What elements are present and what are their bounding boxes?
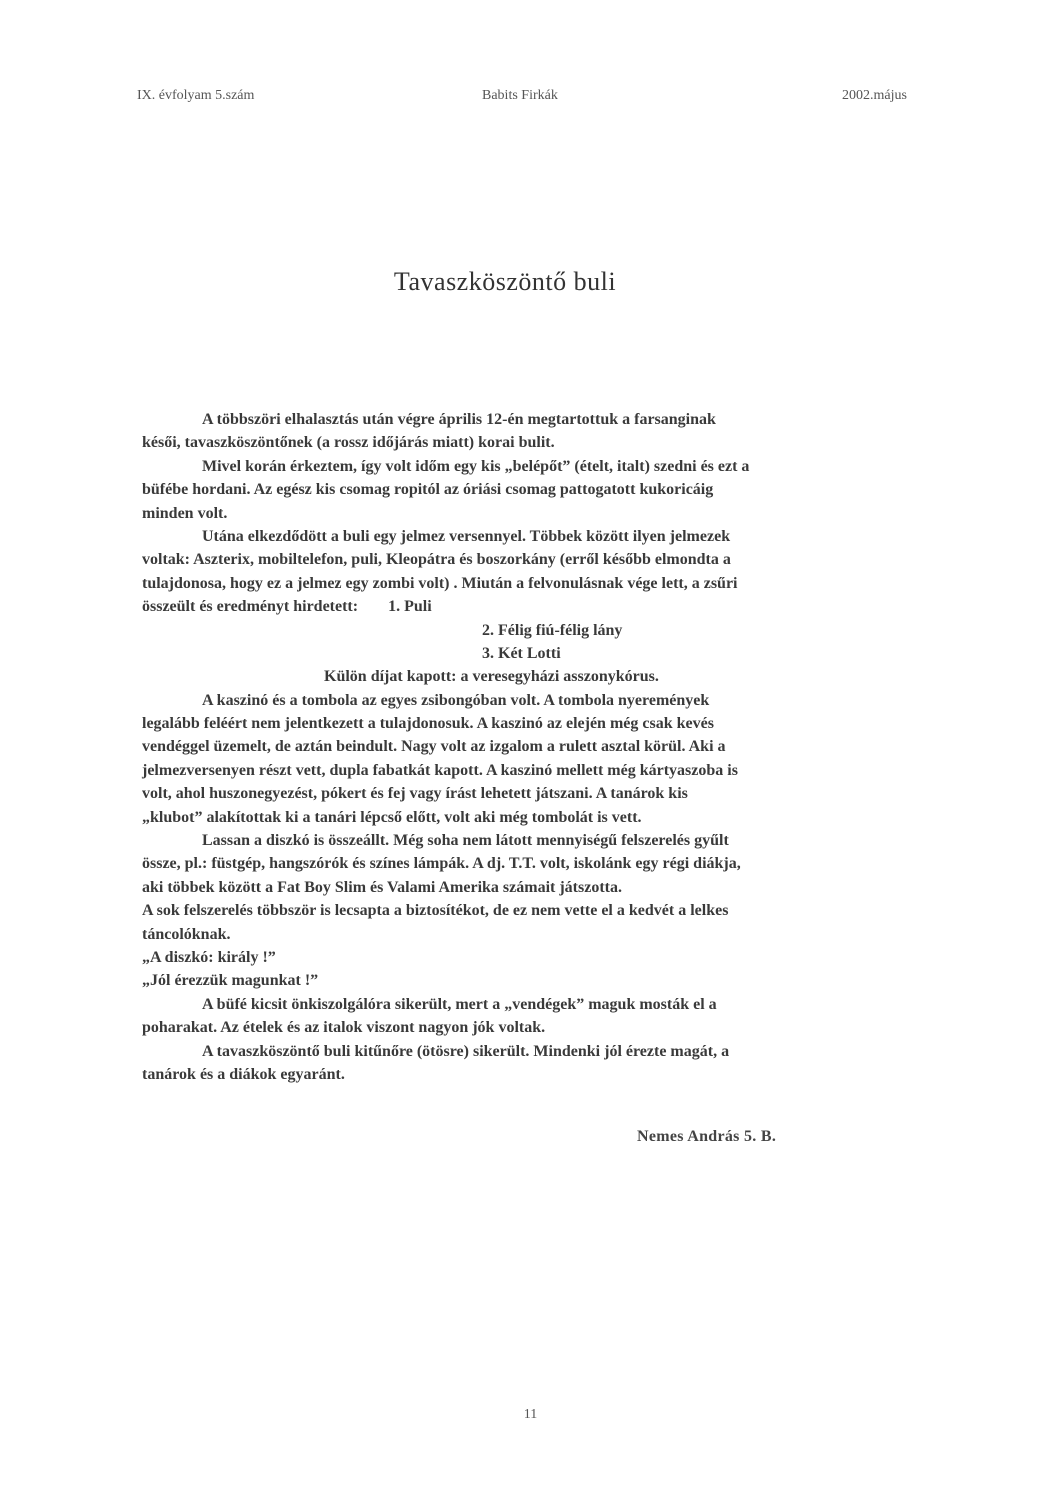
article-title: Tavaszköszöntő buli bbox=[393, 267, 617, 296]
paragraph-line: jelmezversenyen részt vett, dupla fabatkát kapott. A kaszinó mellett még kártyaszoba is bbox=[142, 761, 738, 779]
paragraph-line: legalább feléért nem jelentkezett a tulajdonosuk. A kaszinó az elején még csak kevés bbox=[142, 715, 714, 733]
paragraph-line: Lassan a diszkó is összeállt. Még soha nem látott mennyiségű felszerelés gyűlt bbox=[202, 832, 729, 850]
paragraph-line: poharakat. Az ételek és az italok viszont nagyon jók voltak. bbox=[142, 1019, 546, 1037]
paragraph-line: aki többek között a Fat Boy Slim és Valami Amerika számait játszotta. bbox=[142, 878, 622, 896]
paragraph-line: A többszöri elhalasztás után végre április 12-én megtartottuk a farsanginak bbox=[202, 411, 716, 428]
paragraph-line: késői, tavaszköszöntőnek (a rossz időjárás miatt) korai bulit. bbox=[142, 434, 555, 452]
issue-date: 2002.május bbox=[842, 88, 907, 103]
paragraph-line: vendéggel üzemelt, de aztán beindult. Nagy volt az izgalom a rulett asztal körül. Aki a bbox=[142, 738, 726, 756]
results-label: összeült és eredményt hirdetett: bbox=[142, 598, 359, 616]
result-item: 1. Puli bbox=[388, 598, 432, 616]
quote-line: „Jól érezzük magunkat !” bbox=[142, 972, 319, 990]
paragraph-line: A büfé kicsit önkiszolgálóra sikerült, mert a „vendégek” maguk mosták el a bbox=[202, 995, 717, 1013]
publication-name: Babits Firkák bbox=[482, 88, 558, 103]
paragraph-line: táncolóknak. bbox=[142, 925, 231, 943]
page-header bbox=[0, 88, 1061, 110]
paragraph-line: Utána elkezdődött a buli egy jelmez versennyel. Többek között ilyen jelmezek bbox=[202, 527, 731, 545]
paragraph-line: A tavaszköszöntő buli kitűnőre (ötösre) sikerült. Mindenki jól érezte magát, a bbox=[202, 1042, 730, 1060]
author-signature: Nemes András 5. B. bbox=[637, 1128, 777, 1145]
result-item: 3. Két Lotti bbox=[482, 644, 561, 662]
quote-line: „A diszkó: király !” bbox=[142, 948, 276, 966]
paragraph-line: „klubot” alakítottak ki a tanári lépcső előtt, volt aki még tombolát is vett. bbox=[142, 808, 642, 826]
paragraph-line: A kaszinó és a tombola az egyes zsibongóban volt. A tombola nyeremények bbox=[202, 691, 710, 709]
issue-info: IX. évfolyam 5.szám bbox=[137, 88, 255, 103]
page-number: 11 bbox=[523, 1407, 538, 1422]
paragraph-line: tanárok és a diákok egyaránt. bbox=[142, 1065, 345, 1083]
article-body bbox=[142, 408, 942, 1086]
paragraph-line: össze, pl.: füstgép, hangszórók és színes lámpák. A dj. T.T. volt, iskolánk egy régi diákja, bbox=[142, 855, 741, 873]
paragraph-line: voltak: Aszterix, mobiltelefon, puli, Kleopátra és boszorkány (erről később elmondta a bbox=[142, 551, 731, 569]
paragraph-line: Mivel korán érkeztem, így volt időm egy kis „belépőt” (ételt, italt) szedni és ezt a bbox=[202, 457, 750, 475]
paragraph-line: volt, ahol huszonegyezést, pókert és fej vagy írást lehetett játszani. A tanárok kis bbox=[142, 785, 688, 803]
results-line bbox=[142, 595, 942, 618]
paragraph-line: A sok felszerelés többször is lecsapta a biztosítékot, de ez nem vette el a kedvét a lelkes bbox=[142, 902, 729, 920]
paragraph-line: büfébe hordani. Az egész kis csomag ropitól az óriási csomag pattogatott kukoricáig bbox=[142, 481, 714, 499]
special-prize: Külön díjat kapott: a veresegyházi asszonykórus. bbox=[324, 668, 659, 686]
paragraph-line: tulajdonosa, hogy ez a jelmez egy zombi volt) . Miután a felvonulásnak vége lett, a zsűri bbox=[142, 574, 738, 592]
result-item: 2. Félig fiú-félig lány bbox=[482, 621, 623, 639]
paragraph-line: minden volt. bbox=[142, 504, 228, 522]
